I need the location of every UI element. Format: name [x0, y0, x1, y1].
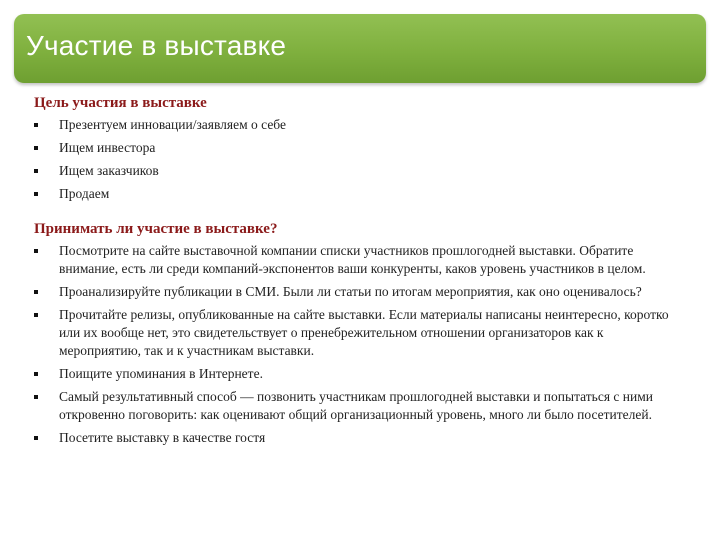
slide-title: Участие в выставке	[26, 30, 287, 61]
list-item-text: Самый результативный способ — позвонить участникам прошлогодней выставки и попытаться с ними откровенно поговорить: как оценивают общий организационный уровень, много ли было посетителей.	[59, 389, 653, 422]
bullet-icon	[34, 395, 38, 399]
list-item-text: Посмотрите на сайте выставочной компании списки участников прошлогодней выставки. Обратите внимание, есть ли среди компаний-экспонентов ваши конкуренты, каков уровень участников в целом.	[59, 243, 646, 276]
decision-list	[34, 242, 674, 447]
bullet-icon	[34, 123, 38, 127]
bullet-icon	[34, 192, 38, 196]
list-item	[34, 429, 674, 447]
list-item-text: Посетите выставку в качестве гостя	[59, 430, 266, 445]
goal-list	[34, 116, 674, 203]
bullet-icon	[34, 146, 38, 150]
list-item	[34, 185, 674, 203]
list-item	[34, 283, 674, 301]
list-item-text: Продаем	[59, 186, 110, 201]
list-item	[34, 162, 674, 180]
section-heading-goal: Цель участия в выставке	[34, 95, 207, 111]
bullet-icon	[34, 290, 38, 294]
list-item-text: Ищем инвестора	[59, 140, 156, 155]
bullet-icon	[34, 313, 38, 317]
bullet-icon	[34, 436, 38, 440]
list-item	[34, 388, 674, 424]
bullet-icon	[34, 372, 38, 376]
list-item	[34, 116, 674, 134]
list-item-text: Проанализируйте публикации в СМИ. Были ли статьи по итогам мероприятия, как оно оценивалось?	[59, 284, 642, 299]
bullet-icon	[34, 249, 38, 253]
slide-title-bar	[14, 14, 706, 83]
list-item	[34, 242, 674, 278]
bullet-icon	[34, 169, 38, 173]
list-item-text: Прочитайте релизы, опубликованные на сайте выставки. Если материалы написаны неинтересно, коротко или их вообще нет, это свидетельствует о пренебрежительном отношении организаторов как к мероприятию, так и к участникам выставки.	[59, 307, 669, 358]
list-item	[34, 139, 674, 157]
list-item-text: Презентуем инновации/заявляем о себе	[59, 117, 286, 132]
slide-content	[34, 94, 674, 452]
list-item	[34, 365, 674, 383]
list-item	[34, 306, 674, 360]
list-item-text: Ищем заказчиков	[59, 163, 159, 178]
section-heading-decision: Принимать ли участие в выставке?	[34, 221, 278, 237]
list-item-text: Поищите упоминания в Интернете.	[59, 366, 263, 381]
